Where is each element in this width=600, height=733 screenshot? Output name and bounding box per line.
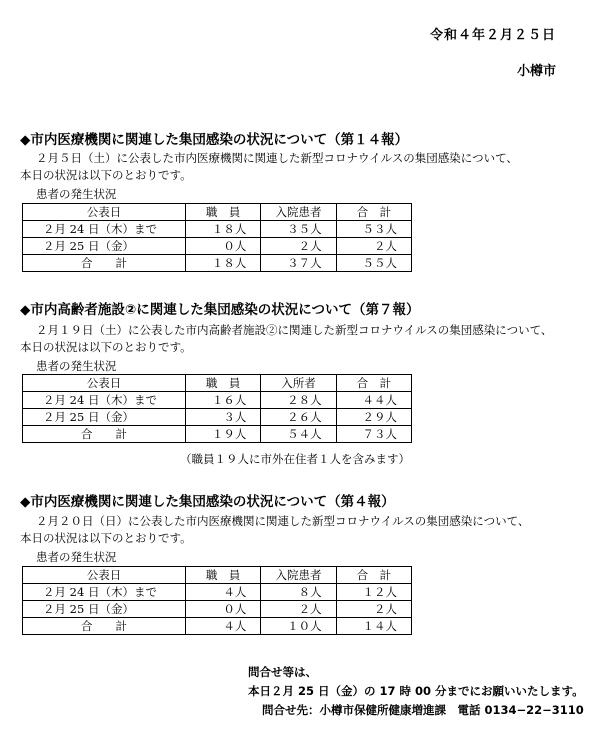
footer-deadline: 本日２月 25 日（金）の 17 時 00 分までにお願いいたします。 xyxy=(248,684,584,698)
table-row xyxy=(23,409,412,426)
section-3-paragraph xyxy=(20,513,529,547)
value-cell: ３７人 xyxy=(261,255,336,272)
section-2-paragraph xyxy=(20,322,552,356)
value-cell: １２人 xyxy=(336,584,411,601)
value-cell: ２人 xyxy=(261,238,336,255)
date-cell: ２月 25 日（金） xyxy=(23,601,186,618)
section-3-para-line2: 本日の状況は以下のとおりです。 xyxy=(20,531,192,545)
section-3-title: ◆市内医療機関に関連した集団感染の状況について（第４報） xyxy=(20,494,395,510)
header-cell: 入院患者 xyxy=(261,204,336,221)
value-cell: ０人 xyxy=(186,601,261,618)
value-cell: ５５人 xyxy=(336,255,411,272)
table-row xyxy=(23,392,412,409)
value-cell: ２９人 xyxy=(336,409,411,426)
table-total-row xyxy=(23,255,412,272)
table-header-row xyxy=(23,375,412,392)
date-cell: ２月 25 日（金） xyxy=(23,409,186,426)
value-cell: ２人 xyxy=(336,601,411,618)
section-1-table xyxy=(22,203,412,272)
table-total-row xyxy=(23,426,412,443)
value-cell: ５４人 xyxy=(261,426,336,443)
header-cell: 公表日 xyxy=(23,567,186,584)
value-cell: ８人 xyxy=(261,584,336,601)
section-2-table-caption: 患者の発生状況 xyxy=(36,359,117,373)
total-label-cell: 合 計 xyxy=(23,255,186,272)
value-cell: １４人 xyxy=(336,618,411,635)
table-header-row xyxy=(23,204,412,221)
value-cell: ４人 xyxy=(186,584,261,601)
value-cell: ７３人 xyxy=(336,426,411,443)
value-cell: １９人 xyxy=(186,426,261,443)
total-label-cell: 合 計 xyxy=(23,618,186,635)
value-cell: ４人 xyxy=(186,618,261,635)
date-cell: ２月 24 日（木）まで xyxy=(23,584,186,601)
header-cell: 職 員 xyxy=(186,567,261,584)
section-3-para-line1: ２月２０日（日）に公表した市内医療機関に関連した新型コロナウイルスの集団感染について、 xyxy=(36,514,530,528)
section-2-table xyxy=(22,374,412,443)
table-row xyxy=(23,601,412,618)
section-1-para-line2: 本日の状況は以下のとおりです。 xyxy=(20,168,192,182)
footer-contact: 問合せ先：小樽市保健所健康増進課 電話 0134−22−3110 xyxy=(262,703,584,717)
value-cell: ２人 xyxy=(336,238,411,255)
section-2-para-line2: 本日の状況は以下のとおりです。 xyxy=(20,340,192,354)
value-cell: １６人 xyxy=(186,392,261,409)
table-total-row xyxy=(23,618,412,635)
value-cell: １８人 xyxy=(186,255,261,272)
section-1-table-caption: 患者の発生状況 xyxy=(36,187,117,201)
section-1-title: ◆市内医療機関に関連した集団感染の状況について（第１４報） xyxy=(20,132,409,148)
value-cell: １０人 xyxy=(261,618,336,635)
total-label-cell: 合 計 xyxy=(23,426,186,443)
document-date: 令和４年２月２５日 xyxy=(429,28,556,43)
value-cell: １８人 xyxy=(186,221,261,238)
header-cell: 職 員 xyxy=(186,375,261,392)
header-cell: 合 計 xyxy=(336,567,411,584)
section-2-title: ◆市内高齢者施設②に関連した集団感染の状況について（第７報） xyxy=(20,302,420,318)
header-cell: 職 員 xyxy=(186,204,261,221)
date-cell: ２月 24 日（木）まで xyxy=(23,392,186,409)
issuer-city: 小樽市 xyxy=(516,64,556,79)
section-1-para-line1: ２月５日（土）に公表した市内医療機関に関連した新型コロナウイルスの集団感染について、 xyxy=(36,151,518,165)
section-3-table-caption: 患者の発生状況 xyxy=(36,550,117,564)
header-cell: 入所者 xyxy=(261,375,336,392)
header-cell: 公表日 xyxy=(23,375,186,392)
table-header-row xyxy=(23,567,412,584)
value-cell: ０人 xyxy=(186,238,261,255)
section-3-table xyxy=(22,566,412,635)
section-2-para-line1: ２月１９日（土）に公表した市内高齢者施設②に関連した新型コロナウイルスの集団感染について、 xyxy=(36,323,553,337)
value-cell: ３５人 xyxy=(261,221,336,238)
value-cell: ２人 xyxy=(261,601,336,618)
section-2-note: （職員１９人に市外在住者１人を含みます） xyxy=(180,452,410,466)
table-row xyxy=(23,238,412,255)
value-cell: ２６人 xyxy=(261,409,336,426)
header-cell: 公表日 xyxy=(23,204,186,221)
value-cell: ２８人 xyxy=(261,392,336,409)
table-row xyxy=(23,584,412,601)
value-cell: ５３人 xyxy=(336,221,411,238)
table-row xyxy=(23,221,412,238)
header-cell: 入院患者 xyxy=(261,567,336,584)
header-cell: 合 計 xyxy=(336,375,411,392)
value-cell: ４４人 xyxy=(336,392,411,409)
header-cell: 合 計 xyxy=(336,204,411,221)
date-cell: ２月 24 日（木）まで xyxy=(23,221,186,238)
date-cell: ２月 25 日（金） xyxy=(23,238,186,255)
value-cell: ３人 xyxy=(186,409,261,426)
section-1-paragraph xyxy=(20,150,518,184)
footer-inquiry-heading: 問合せ等は、 xyxy=(248,665,317,679)
